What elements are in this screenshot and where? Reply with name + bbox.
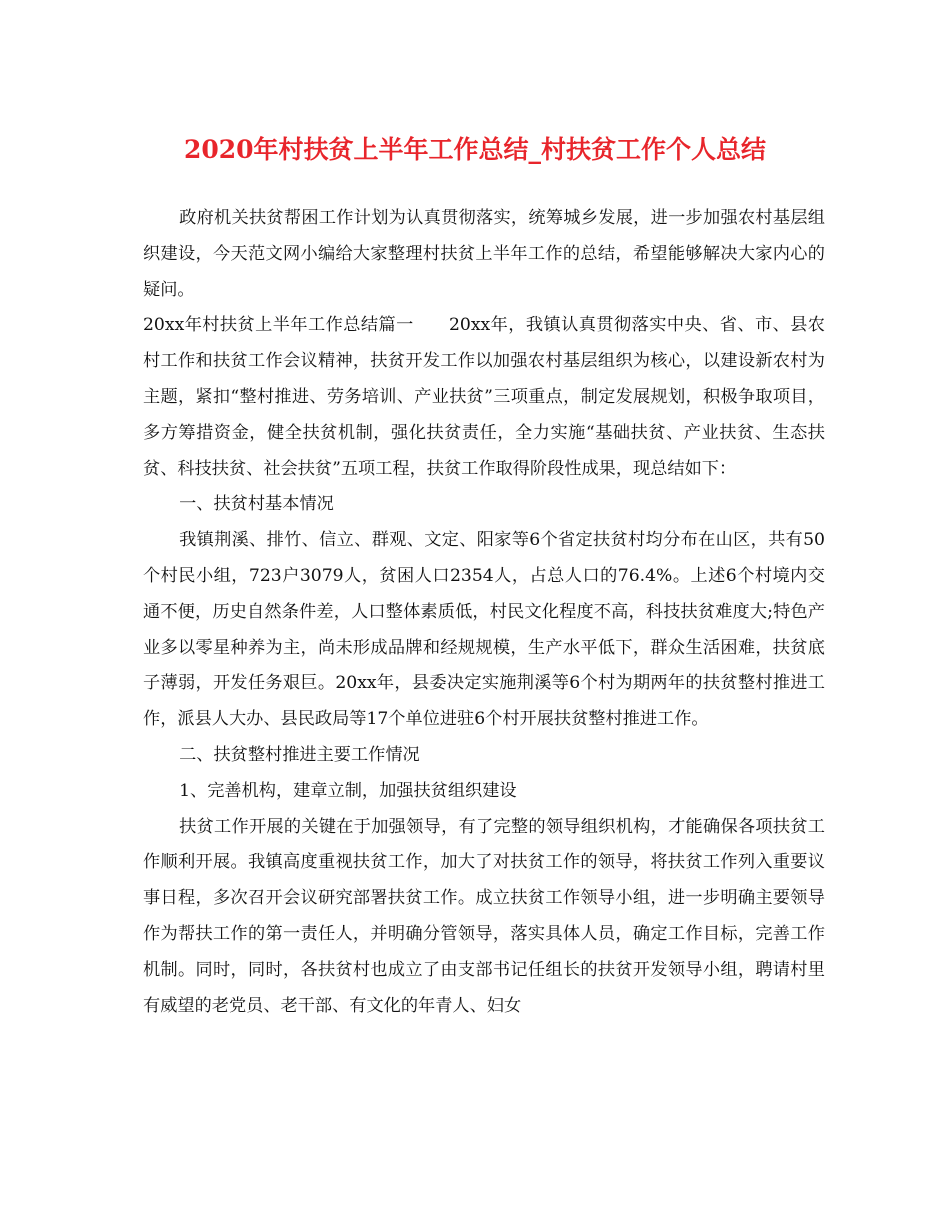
organization-paragraph: 扶贫工作开展的关键在于加强领导，有了完整的领导组织机构，才能确保各项扶贫工作顺利开展。我镇高度重视扶贫工作，加大了对扶贫工作的领导，将扶贫工作列入重要议事日程，多次召开会议研究部署扶贫工作。成立扶贫工作领导小组，进一步明确主要领导作为帮扶工作的第一责任人，并明确分管领导，落实具体人员，确定工作目标，完善工作机制。同时，同时，各扶贫村也成立了由支部书记任组长的扶贫开发领导小组，聘请村里有威望的老党员、老干部、有文化的年青人、妇女 [143,816,825,1016]
basic-situation-paragraph: 我镇荆溪、排竹、信立、群观、文定、阳家等6个省定扶贫村均分布在山区，共有50个村民小组，723户3079人，贫困人口2354人，占总人口的76.4%。上述6个村境内交通不便，历史自然条件差，人口整体素质低，村民文化程度不高，科技扶贫难度大;特色产业多以零星种养为主，尚未形成品牌和经规规模，生产水平低下，群众生活困难，扶贫底子薄弱，开发任务艰巨。20xx年，县委决定实施荆溪等6个村为期两年的扶贫整村推进工作，派县人大办、县民政局等17个单位进驻6个村开展扶贫整村推进工作。 [143,530,825,730]
intro-paragraph: 政府机关扶贫帮困工作计划为认真贯彻落实，统筹城乡发展，进一步加强农村基层组织建设，今天范文网小编给大家整理村扶贫上半年工作的总结，希望能够解决大家内心的疑问。 [143,208,825,300]
summary-paragraph: 20xx年村扶贫上半年工作总结篇一 20xx年，我镇认真贯彻落实中央、省、市、县农村工作和扶贫工作会议精神，扶贫开发工作以加强农村基层组织为核心，以建设新农村为主题，紧扣“整村推进、劳务培训、产业扶贫”三项重点，制定发展规划，积极争取项目，多方筹措资金，健全扶贫机制，强化扶贫责任，全力实施“基础扶贫、产业扶贫、生态扶贫、科技扶贫、社会扶贫”五项工程，扶贫工作取得阶段性成果，现总结如下： [143,315,825,479]
section-heading-main-work: 二、扶贫整村推进主要工作情况 [179,744,420,765]
subsection-heading-organization: 1、完善机构，建章立制，加强扶贫组织建设 [179,780,517,801]
section-heading-basic-situation: 一、扶贫村基本情况 [179,494,334,515]
document-body [143,201,825,1024]
document-title: 2020年村扶贫上半年工作总结_村扶贫工作个人总结 [183,135,767,164]
